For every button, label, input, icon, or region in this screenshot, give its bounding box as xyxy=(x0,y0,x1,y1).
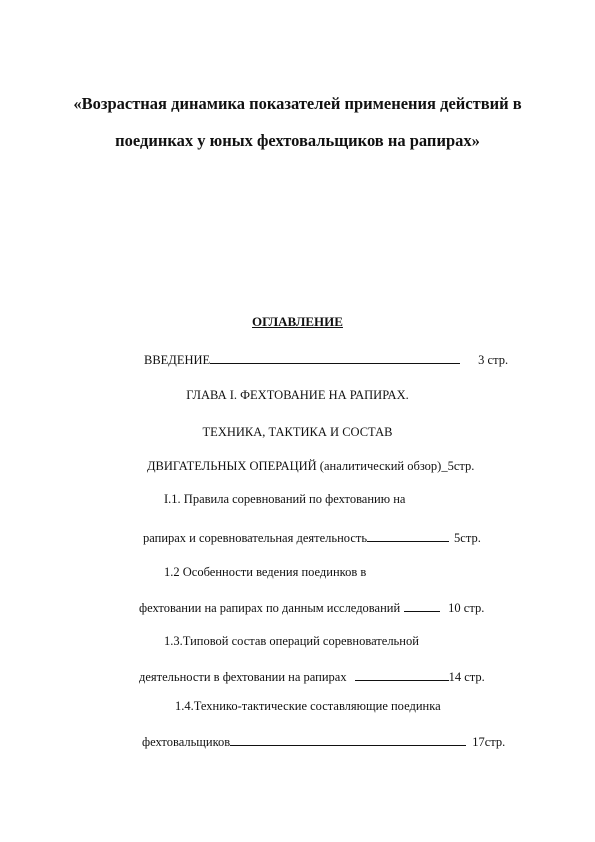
toc-heading: ОГЛАВЛЕНИЕ xyxy=(252,314,343,329)
document-title-line-1: «Возрастная динамика показателей применения действий в xyxy=(73,94,522,113)
toc-page-number: 5стр. xyxy=(454,531,481,545)
toc-entry-label: рапирах и соревновательная деятельность xyxy=(143,531,368,545)
toc-entry-introduction xyxy=(144,351,508,368)
toc-section-1-4-line-1: 1.4.Технико-тактические составляющие поединка xyxy=(175,699,441,713)
toc-chapter-1-line-1: ГЛАВА I. ФЕХТОВАНИЕ НА РАПИРАХ. xyxy=(186,388,409,402)
toc-page-number: 14 стр. xyxy=(448,670,485,684)
toc-section-1-3-line-1: 1.3.Типовой состав операций соревновательной xyxy=(164,634,419,648)
toc-entry-label: деятельности в фехтовании на рапирах xyxy=(139,670,347,684)
toc-chapter-1-line-2: ТЕХНИКА, ТАКТИКА И СОСТАВ xyxy=(202,425,393,439)
toc-section-1-3-line-2 xyxy=(139,668,485,685)
toc-section-1-1-line-1: I.1. Правила соревнований по фехтованию на xyxy=(164,492,406,506)
toc-chapter-1-line-3: ДВИГАТЕЛЬНЫХ ОПЕРАЦИЙ (аналитический обзор)_5стр. xyxy=(147,459,475,473)
document-title-line-2: поединках у юных фехтовальщиков на рапирах» xyxy=(115,131,480,150)
toc-section-1-4-line-2 xyxy=(142,733,505,750)
leader-line xyxy=(355,668,449,681)
toc-entry-label: фехтовальщиков xyxy=(142,735,231,749)
leader-line xyxy=(367,529,449,542)
toc-section-1-1-line-2 xyxy=(143,529,481,546)
toc-page-number: 10 стр. xyxy=(448,601,485,615)
leader-line xyxy=(210,351,460,364)
leader-line xyxy=(404,599,440,612)
toc-entry-label: ВВЕДЕНИЕ xyxy=(144,353,211,367)
leader-line xyxy=(230,733,466,746)
toc-entry-label: фехтовании на рапирах по данным исследований xyxy=(139,601,401,615)
toc-page-number: 3 стр. xyxy=(478,353,509,367)
toc-section-1-2-line-1: 1.2 Особенности ведения поединков в xyxy=(164,565,367,579)
toc-page-number: 17стр. xyxy=(472,735,506,749)
toc-section-1-2-line-2 xyxy=(139,599,484,616)
